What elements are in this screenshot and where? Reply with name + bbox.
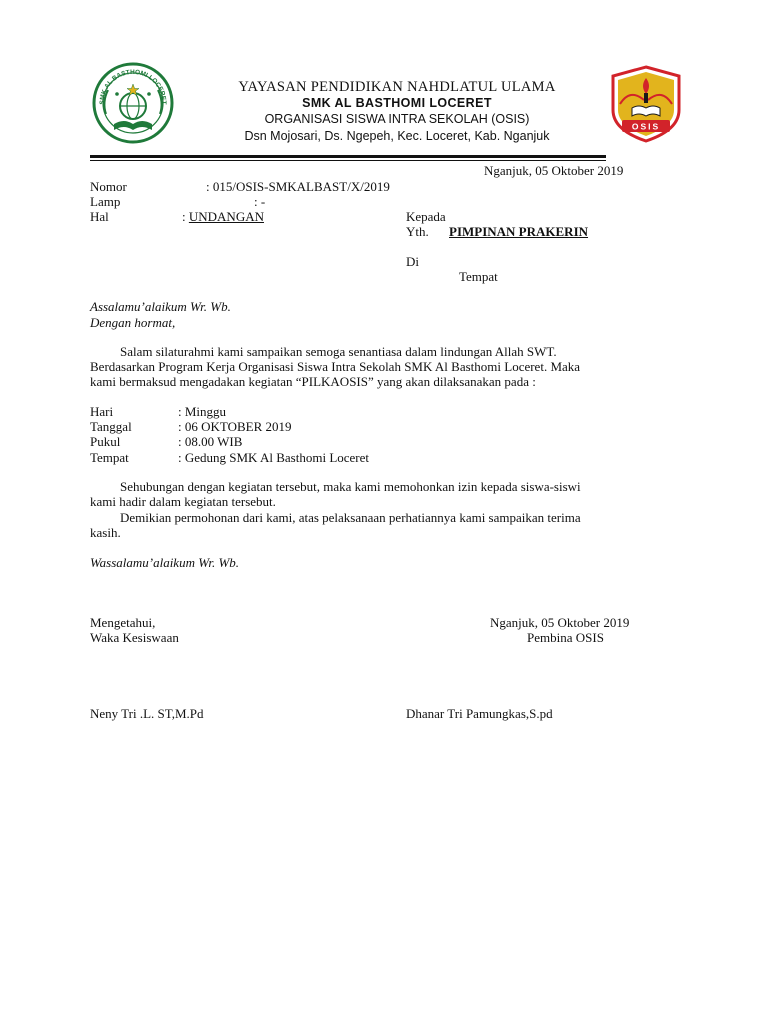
sign-left-name: Neny Tri .L. ST,M.Pd bbox=[90, 706, 204, 721]
sign-left-line2: Waka Kesiswaan bbox=[90, 630, 179, 645]
sign-right-line2: Pembina OSIS bbox=[527, 630, 604, 645]
letter-date: Nganjuk, 05 Oktober 2019 bbox=[484, 163, 624, 178]
closing: Wassalamu’alaikum Wr. Wb. bbox=[90, 555, 240, 570]
lamp-value: : - bbox=[254, 194, 266, 209]
detail-value: : 06 OKTOBER 2019 bbox=[178, 419, 292, 434]
hal-label: Hal bbox=[90, 209, 109, 224]
lamp-label: Lamp bbox=[90, 194, 121, 209]
nomor-value: : 015/OSIS-SMKALBAST/X/2019 bbox=[206, 179, 390, 194]
osis-logo-icon bbox=[608, 64, 684, 144]
left-logo-text: SMK AL BASTHOMI LOCERET bbox=[98, 68, 168, 105]
sign-right-name: Dhanar Tri Pamungkas,S.pd bbox=[406, 706, 553, 721]
school-address: Dsn Mojosari, Ds. Ngepeh, Kec. Loceret, Kab. Nganjuk bbox=[244, 129, 550, 143]
kepada-label: Kepada bbox=[406, 209, 446, 224]
di-label: Di bbox=[406, 254, 419, 269]
yth-label: Yth. bbox=[406, 224, 429, 239]
para2-line: kami hadir dalam kegiatan tersebut. bbox=[90, 494, 276, 509]
hal-value: UNDANGAN bbox=[188, 209, 264, 224]
recipient-name: PIMPINAN PRAKERIN bbox=[449, 224, 589, 239]
nomor-label: Nomor bbox=[90, 179, 127, 194]
para2-line: Sehubungan dengan kegiatan tersebut, maka kami memohonkan izin kepada siswa-siswi bbox=[120, 479, 581, 494]
organization-name: ORGANISASI SISWA INTRA SEKOLAH (OSIS) bbox=[264, 112, 530, 126]
detail-label: Pukul bbox=[90, 434, 121, 449]
para1-line: Berdasarkan Program Kerja Organisasi Siswa Intra Sekolah SMK Al Basthomi Loceret. Maka bbox=[90, 359, 581, 374]
greeting: Assalamu’alaikum Wr. Wb. bbox=[90, 299, 231, 314]
para1-line: kami bermaksud mengadakan kegiatan “PILKAOSIS” yang akan dilaksanakan pada : bbox=[90, 374, 536, 389]
header-divider-thick bbox=[90, 155, 606, 158]
detail-label: Tanggal bbox=[90, 419, 132, 434]
sign-right-line1: Nganjuk, 05 Oktober 2019 bbox=[490, 615, 630, 630]
school-name: SMK AL BASTHOMI LOCERET bbox=[302, 96, 492, 110]
salutation: Dengan hormat, bbox=[90, 315, 176, 330]
foundation-name: YAYASAN PENDIDIKAN NAHDLATUL ULAMA bbox=[238, 79, 556, 95]
para3-line: kasih. bbox=[90, 525, 121, 540]
detail-label: Tempat bbox=[90, 450, 129, 465]
detail-label: Hari bbox=[90, 404, 114, 419]
detail-value: : 08.00 WIB bbox=[178, 434, 243, 449]
para1-line: Salam silaturahmi kami sampaikan semoga senantiasa dalam lindungan Allah SWT. bbox=[120, 344, 557, 359]
tempat-label: Tempat bbox=[459, 269, 498, 284]
para3-line: Demikian permohonan dari kami, atas pelaksanaan perhatiannya kami sampaikan terima bbox=[120, 510, 581, 525]
sign-left-line1: Mengetahui, bbox=[90, 615, 156, 630]
right-logo-text: OSIS bbox=[631, 121, 661, 132]
hal-line bbox=[182, 209, 264, 225]
hal-separator: : bbox=[182, 209, 189, 224]
school-logo-icon bbox=[92, 62, 174, 144]
header-divider-thin bbox=[90, 160, 606, 161]
detail-value: : Minggu bbox=[178, 404, 227, 419]
detail-value: : Gedung SMK Al Basthomi Loceret bbox=[178, 450, 370, 465]
